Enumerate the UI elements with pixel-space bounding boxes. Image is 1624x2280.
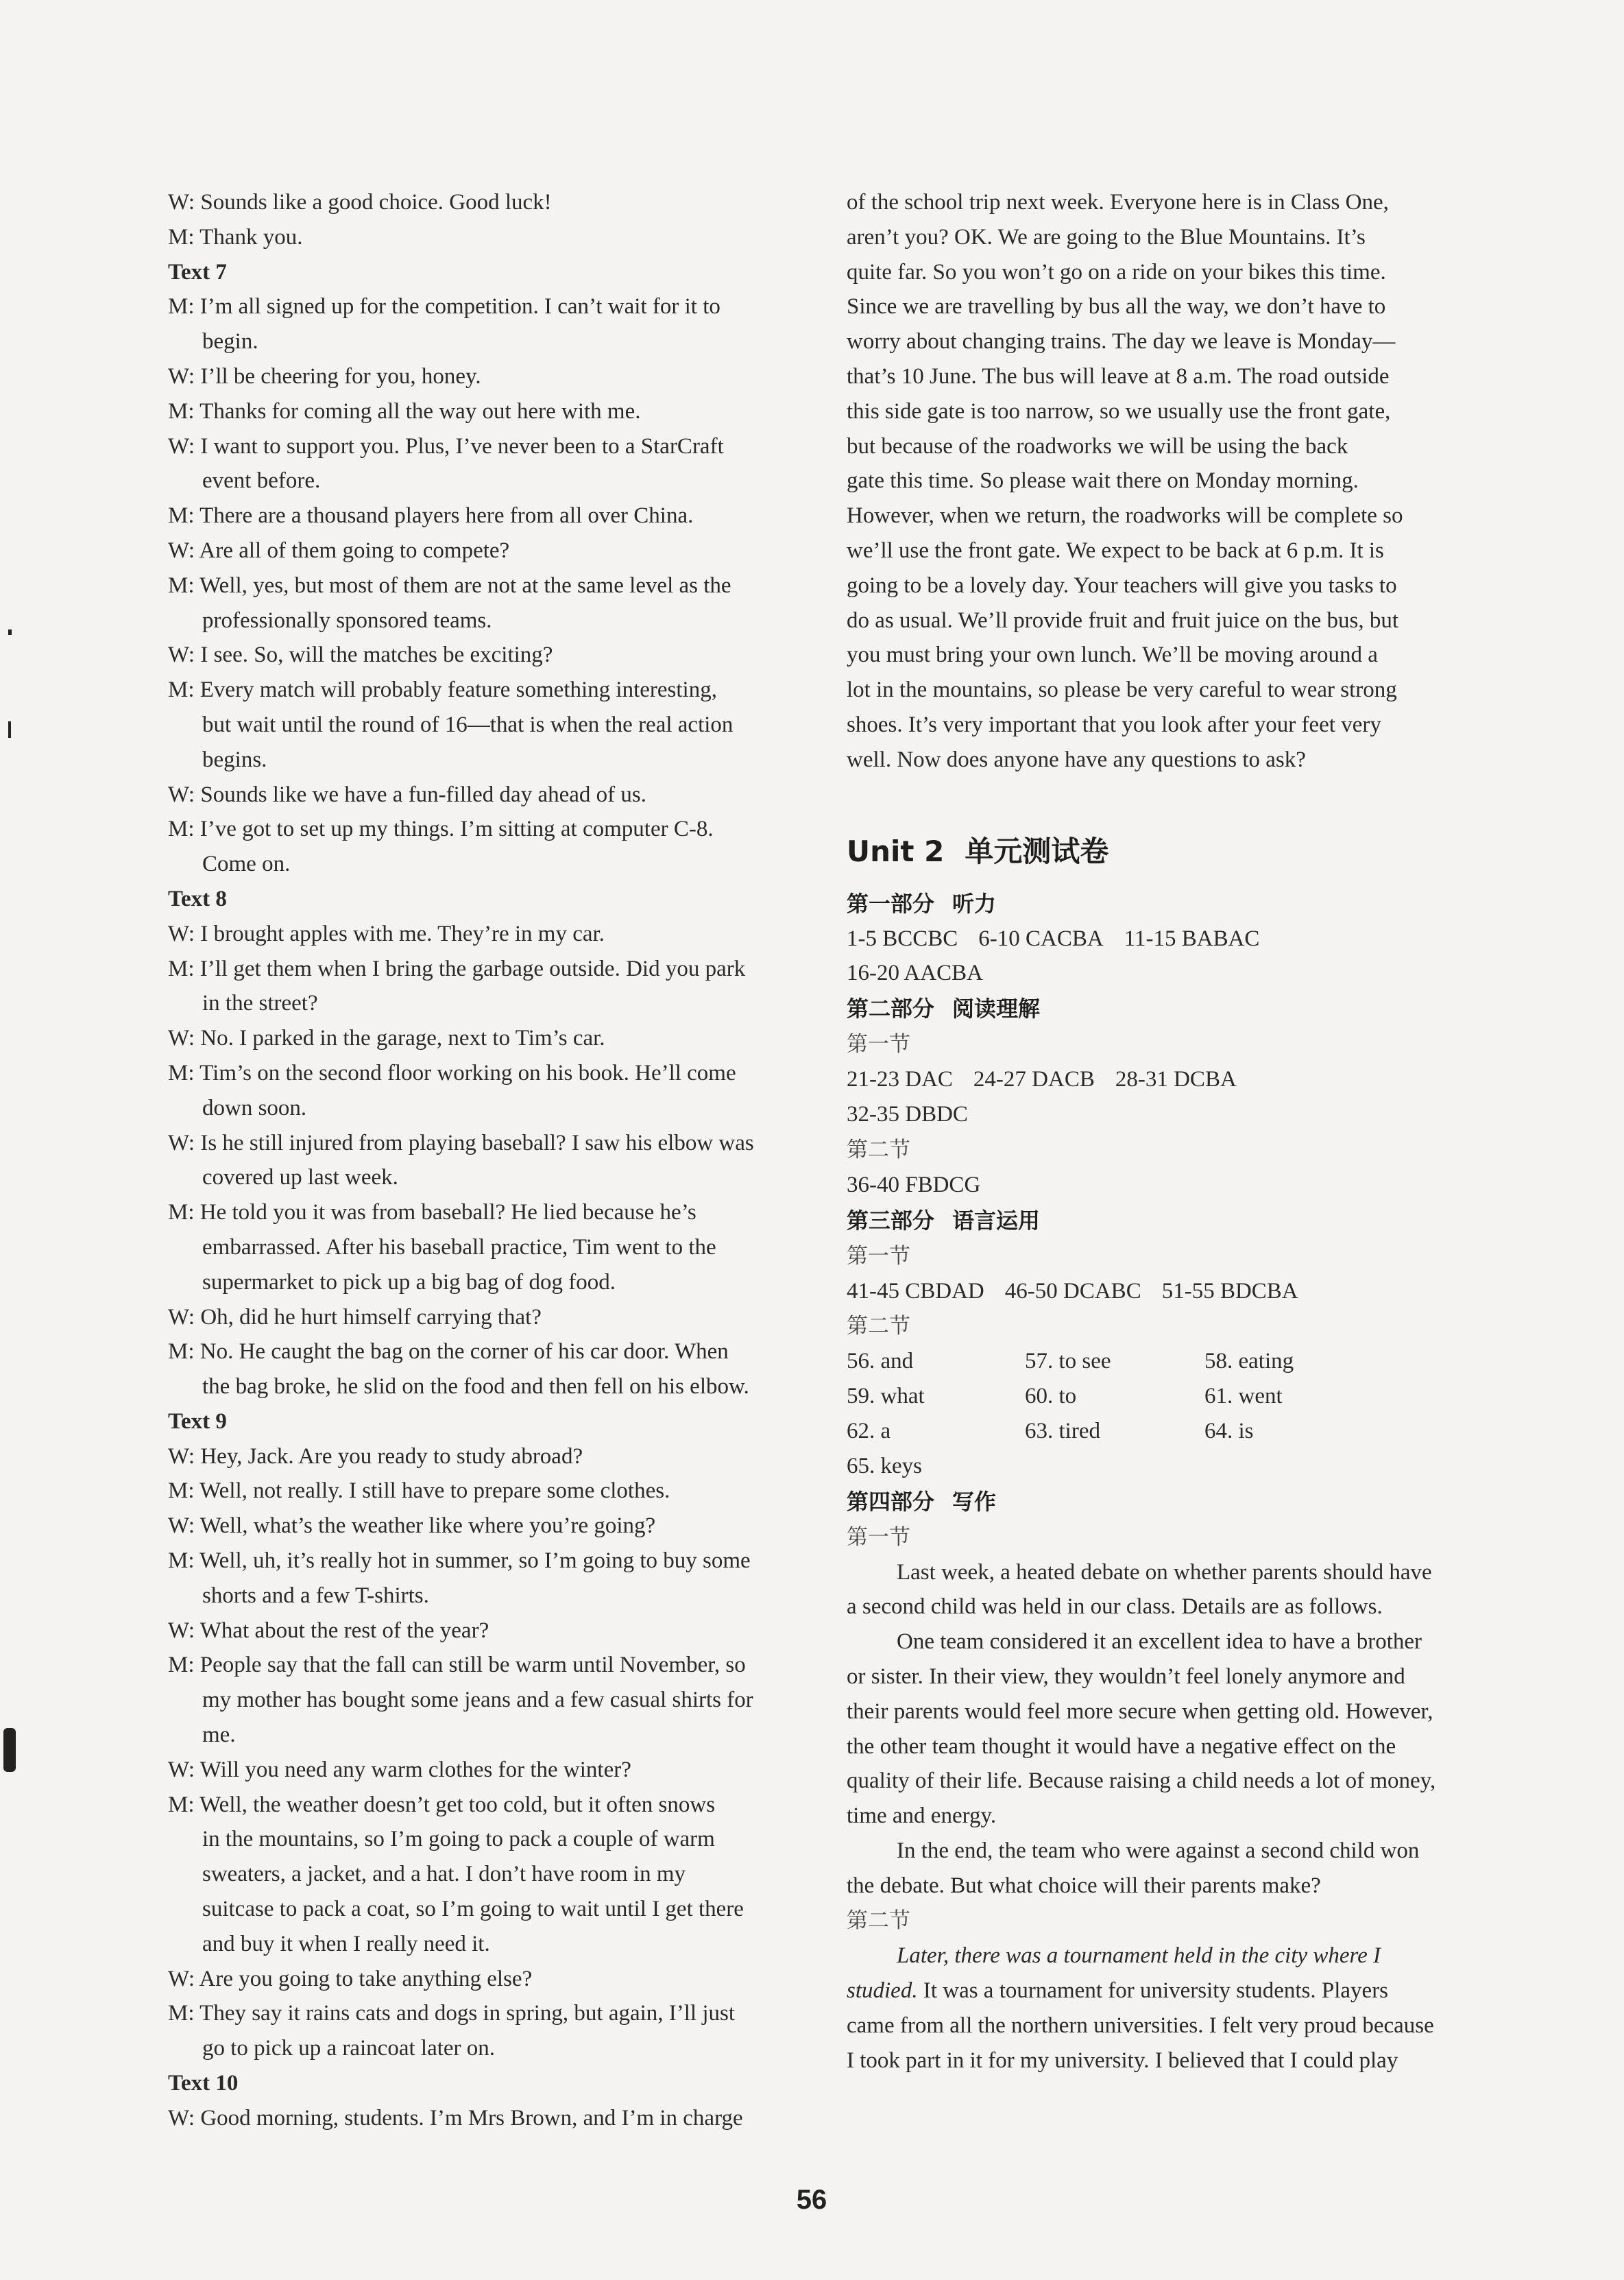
dialogue-line: begins. <box>202 747 267 772</box>
text-heading: Text 10 <box>168 2071 239 2096</box>
dialogue-line: me. <box>202 1723 236 1748</box>
essay-one <box>847 1555 1491 1904</box>
scan-mark <box>8 721 11 738</box>
essay-one-line: One team considered it an excellent idea to have a brother <box>897 1629 1422 1655</box>
dialogue-line: M: There are a thousand players here from all over China. <box>168 503 694 529</box>
answer-cell <box>1204 1449 1383 1484</box>
dialogue-line: in the mountains, so I’m going to pack a couple of warm <box>202 1827 715 1852</box>
answer-cell: 59. what <box>847 1384 925 1409</box>
section-label: 第二节 <box>847 1137 910 1162</box>
dialogue-line: W: Oh, did he hurt himself carrying that? <box>168 1304 542 1330</box>
dialogue-line: sweaters, a jacket, and a hat. I don’t have room in my <box>202 1862 686 1887</box>
dialogue-line: Come on. <box>202 852 291 877</box>
text10-continuation <box>847 185 1491 778</box>
answer-row: 21-23 DAC 24-27 DACB 28-31 DCBA <box>847 1067 1237 1092</box>
dialogue-line: professionally sponsored teams. <box>202 608 492 633</box>
answer-row: 16-20 AACBA <box>847 961 983 986</box>
section-label: 第一节 <box>847 1524 910 1550</box>
answer-cell: 61. went <box>1204 1384 1283 1409</box>
dialogue-line: W: I’ll be cheering for you, honey. <box>168 363 481 389</box>
unit-label: Unit 2 <box>847 834 945 868</box>
part3-heading: 第三部分 语言运用 <box>847 1207 1041 1234</box>
unit-title: 单元测试卷 <box>965 834 1109 868</box>
essay-one-line: their parents would feel more secure when getting old. However, <box>847 1699 1433 1724</box>
answer-cell: 58. eating <box>1204 1349 1294 1374</box>
dialogue-line: W: Hey, Jack. Are you ready to study abroad? <box>168 1443 583 1469</box>
answer-row: 32-35 DBDC <box>847 1101 968 1127</box>
dialogue-line: event before. <box>202 468 321 494</box>
answer-cell: 62. a <box>847 1418 891 1443</box>
dialogue-line: M: Tim’s on the second floor working on his book. He’ll come <box>168 1060 736 1085</box>
dialogue-line: M: They say it rains cats and dogs in spring, but again, I’ll just <box>168 2001 736 2026</box>
dialogue-line: M: Well, the weather doesn’t get too cold, but it often snows <box>168 1792 716 1817</box>
dialogue-line: down soon. <box>202 1095 307 1120</box>
dialogue-line: W: I brought apples with me. They’re in my car. <box>168 921 605 946</box>
dialogue-line: W: Good morning, students. I’m Mrs Brown, and I’m in charge <box>168 2105 743 2131</box>
dialogue-line: lot in the mountains, so please be very careful to wear strong <box>847 677 1397 703</box>
dialogue-line: suitcase to pack a coat, so I’m going to wait until I get there <box>202 1897 744 1922</box>
dialogue-line: Since we are travelling by bus all the way, we don’t have to <box>847 294 1386 320</box>
essay-one-line: or sister. In their view, they wouldn’t feel lonely anymore and <box>847 1664 1405 1689</box>
dialogue-line: W: Are all of them going to compete? <box>168 538 510 563</box>
essay-two-line: Later, there was a tournament held in the city where I <box>897 1943 1381 1969</box>
dialogue-line: M: Thanks for coming all the way out here with me. <box>168 398 641 424</box>
answer-cell: 60. to <box>1025 1384 1077 1409</box>
unit-heading <box>847 831 1491 872</box>
dialogue-line: begin. <box>202 329 258 355</box>
dialogue-line: W: Are you going to take anything else? <box>168 1966 533 1991</box>
dialogue-line: M: No. He caught the bag on the corner of his car door. When <box>168 1339 729 1365</box>
dialogue-line: do as usual. We’ll provide fruit and fruit juice on the bus, but <box>847 608 1399 633</box>
section-label: 第一节 <box>847 1032 910 1057</box>
part2-heading: 第二部分 阅读理解 <box>847 996 1041 1022</box>
dialogue-line: of the school trip next week. Everyone here is in Class One, <box>847 190 1389 215</box>
dialogue-line: W: What about the rest of the year? <box>168 1618 489 1643</box>
dialogue-line: go to pick up a raincoat later on. <box>202 2036 496 2061</box>
dialogue-line: in the street? <box>202 991 318 1016</box>
dialogue-line: you must bring your own lunch. We’ll be moving around a <box>847 643 1378 668</box>
dialogue-line: W: I see. So, will the matches be exciting? <box>168 643 553 668</box>
dialogue-line: M: Well, yes, but most of them are not at the same level as the <box>168 573 731 598</box>
text-heading: Text 8 <box>168 886 227 911</box>
dialogue-line: shorts and a few T-shirts. <box>202 1583 429 1608</box>
dialogue-line: M: Every match will probably feature something interesting, <box>168 677 717 703</box>
essay-one-line: In the end, the team who were against a second child won <box>897 1838 1420 1863</box>
dialogue-line: embarrassed. After his baseball practice, Tim went to the <box>202 1234 716 1260</box>
essay-one-line: a second child was held in our class. Details are as follows. <box>847 1594 1383 1620</box>
text-heading: Text 7 <box>168 259 227 285</box>
answer-cell: 57. to see <box>1025 1349 1111 1374</box>
answer-cell: 63. tired <box>1025 1418 1100 1443</box>
dialogue-line: W: Sounds like a good choice. Good luck! <box>168 190 552 215</box>
dialogue-line: this side gate is too narrow, so we usually use the front gate, <box>847 398 1391 424</box>
dialogue-line: going to be a lovely day. Your teachers will give you tasks to <box>847 573 1397 598</box>
dialogue-line: and buy it when I really need it. <box>202 1931 490 1956</box>
dialogue-line: the bag broke, he slid on the food and then fell on his elbow. <box>202 1374 749 1400</box>
essay-one-line: quality of their life. Because raising a child needs a lot of money, <box>847 1768 1436 1794</box>
dialogue-line: M: People say that the fall can still be warm until November, so <box>168 1653 746 1678</box>
dialogue-line: my mother has bought some jeans and a few casual shirts for <box>202 1688 753 1713</box>
dialogue-line: M: Well, uh, it’s really hot in summer, so I’m going to buy some <box>168 1548 751 1574</box>
dialogue-line: W: Will you need any warm clothes for the winter? <box>168 1757 631 1782</box>
scan-mark <box>8 629 12 635</box>
dialogue-line: but because of the roadworks we will be using the back <box>847 433 1348 459</box>
scan-mark <box>3 1728 16 1772</box>
dialogue-line: covered up last week. <box>202 1165 398 1190</box>
answer-cell: 65. keys <box>847 1453 922 1478</box>
left-column <box>168 185 812 2136</box>
dialogue-line: W: I want to support you. Plus, I’ve never been to a StarCraft <box>168 433 724 459</box>
dialogue-line: supermarket to pick up a big bag of dog food. <box>202 1269 616 1295</box>
dialogue-line: shoes. It’s very important that you look after your feet very <box>847 712 1381 737</box>
essay-two <box>847 2008 1491 2078</box>
dialogue-line: worry about changing trains. The day we leave is Monday— <box>847 329 1396 355</box>
dialogue-line: that’s 10 June. The bus will leave at 8 a.m. The road outside <box>847 363 1390 389</box>
dialogue-line: M: Well, not really. I still have to prepare some clothes. <box>168 1478 670 1504</box>
essay-two-line: I took part in it for my university. I believed that I could play <box>847 2048 1398 2073</box>
page-number: 56 <box>796 2185 827 2215</box>
answer-cell <box>1025 1449 1204 1484</box>
dialogue-line: W: Is he still injured from playing baseball? I saw his elbow was <box>168 1130 754 1155</box>
dialogue-line: gate this time. So please wait there on Monday morning. <box>847 468 1359 494</box>
dialogue-line: W: Sounds like we have a fun-filled day ahead of us. <box>168 782 646 807</box>
essay-one-line: the debate. But what choice will their parents make? <box>847 1873 1321 1898</box>
fill-in-answers <box>847 1344 1491 1483</box>
text-heading: Text 9 <box>168 1408 227 1434</box>
dialogue-line: well. Now does anyone have any questions to ask? <box>847 747 1306 772</box>
section-label: 第二节 <box>847 1314 910 1339</box>
part4-heading: 第四部分 写作 <box>847 1488 997 1515</box>
answer-cell: 64. is <box>1204 1418 1254 1443</box>
dialogue-line: M: Thank you. <box>168 224 303 250</box>
dialogue-line: M: He told you it was from baseball? He lied because he’s <box>168 1200 696 1225</box>
dialogue-line: we’ll use the front gate. We expect to be back at 6 p.m. It is <box>847 538 1384 563</box>
dialogue-line: M: I’ve got to set up my things. I’m sitting at computer C-8. <box>168 817 714 842</box>
answer-cell: 56. and <box>847 1349 914 1374</box>
essay-one-line: Last week, a heated debate on whether parents should have <box>897 1559 1432 1585</box>
answer-row: 36-40 FBDCG <box>847 1172 981 1197</box>
essay-one-line: time and energy. <box>847 1803 997 1829</box>
dialogue-line: M: I’m all signed up for the competition. I can’t wait for it to <box>168 294 720 320</box>
dialogue-line: aren’t you? OK. We are going to the Blue Mountains. It’s <box>847 224 1366 250</box>
section-label: 第一节 <box>847 1243 910 1269</box>
essay-two-line: studied. It was a tournament for university students. Players <box>847 1978 1389 2004</box>
essay-two-line: came from all the northern universities. I felt very proud because <box>847 2013 1434 2039</box>
right-column <box>847 185 1491 2078</box>
answer-row: 1-5 BCCBC 6-10 CACBA 11-15 BABAC <box>847 926 1260 951</box>
dialogue-line: but wait until the round of 16—that is when the real action <box>202 712 734 737</box>
dialogue-line: quite far. So you won’t go on a ride on your bikes this time. <box>847 259 1386 285</box>
essay-one-line: the other team thought it would have a negative effect on the <box>847 1733 1396 1759</box>
dialogue-line: W: No. I parked in the garage, next to Tim’s car. <box>168 1026 605 1051</box>
dialogue-line: M: I’ll get them when I bring the garbage outside. Did you park <box>168 956 746 981</box>
part1-heading: 第一部分 听力 <box>847 890 997 917</box>
section-label: 第二节 <box>847 1908 910 1934</box>
answer-row: 41-45 CBDAD 46-50 DCABC 51-55 BDCBA <box>847 1278 1298 1304</box>
dialogue-line: W: Well, what’s the weather like where you’re going? <box>168 1513 656 1539</box>
dialogue-line: However, when we return, the roadworks will be complete so <box>847 503 1403 529</box>
